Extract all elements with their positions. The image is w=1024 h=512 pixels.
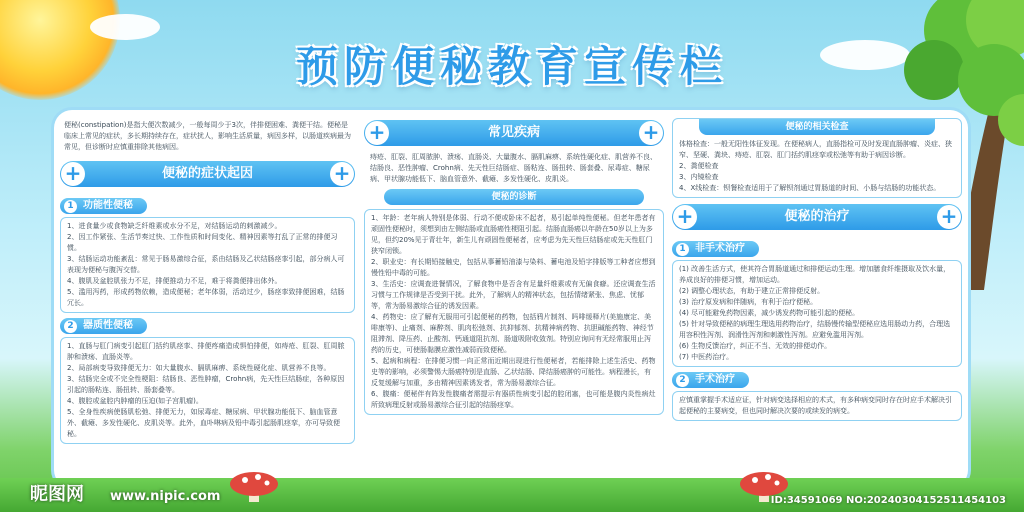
mushroom-decoration — [225, 468, 285, 502]
surgery-text: 应慎重掌握手术适应证，针对病变选择相应的术式，有多种病变同时存在时应手术解决引起便秘的主要病变，但也同时解决次要的或续发的病变。 — [679, 396, 952, 415]
plus-icon: + — [61, 162, 85, 186]
list-item: 4、腹腔或盆腔内肿瘤的压迫(如子宫肌瘤)。 — [67, 397, 203, 405]
content-board — [54, 110, 968, 488]
plus-icon: + — [365, 121, 389, 145]
diseases-text: 痔疮、肛裂、肛周脓肿、溃疡、直肠炎、大量腹水、膈肌麻痹、系统性硬化症、肌营养不良、结肠良、恶性肿瘤、Crohn病、先天性巨结肠症、肠粘连、肠扭转、肠套叠、尿毒症、糖尿病、甲状腺功能低下、脑血管意外、截瘫、多发性硬化、皮肌炎。 — [370, 153, 657, 183]
list-item: 5、全身性疾病使肠肌松弛、排便无力，如尿毒症、糖尿病、甲状腺功能低下、脑血管意外、截瘫、多发性硬化、皮肌炎等。此外，血卟啉病及铅中毒引起肠肌痉挛，亦可导致便秘。 — [67, 408, 340, 438]
list-item: 2、局部病变导致排便无力：如大量腹水、膈肌麻痹、系统性硬化症、肌营养不良等。 — [67, 364, 331, 372]
list-item: 3、生活史：应调查进餐情况，了解食物中是否含有足量纤维素或有无偏食癖。还应调查生活习惯与工作规律是否受到干扰。此外，了解病人的精神状态，包括情绪紧张、焦虑、忧郁等，常为肠易激综合征的诱发因素。 — [371, 280, 656, 310]
list-item: 3、结肠完全或不完全性梗阻：结肠良、恶性肿瘤，Crohn病，先天性巨结肠症，各种原因引起的肠粘连、肠扭转、肠套叠等。 — [67, 375, 345, 394]
list-item: 3、内镜检查 — [679, 173, 719, 181]
list-item: 4、药物史：应了解有无服用可引起便秘的药物，包括鸦片制剂、吗啡缓释片(美施康定、美啡康等)、止痛剂、麻醉剂、肌肉松弛剂、抗抑郁剂、抗精神病药物、抗胆碱能药物、神经节阻滞剂、降压药、止酸剂、钙通道阻抗剂、肠道吸附收敛剂。特别应询问有无经常服用止泻药的历史，可使肠黏膜应激性减弱而致便秘。 — [371, 313, 654, 354]
section-header-diagnosis: 便秘的诊断 — [384, 189, 644, 205]
list-item: 5、滥用泻药，形成药物依赖，造成便秘；老年体弱，活动过少，肠痉挛致排便困难，结肠冗长。 — [67, 288, 345, 307]
list-item: (1) 改善生活方式，使其符合胃肠道通过和排便运动生理。增加膳食纤维摄取及饮水量，养成良好的排便习惯，增加运动。 — [679, 265, 951, 284]
functional-list — [60, 217, 355, 313]
list-item: 1、年龄：老年病人特别是体弱、行动不便或卧床不起者，易引起单纯性便秘。但老年患者有顽固性便秘时，须想到由左侧结肠或直肠癌性梗阻引起。结肠直肠癌以年龄在50岁以上为多见，但约20%见于青壮年，新生儿有顽固性便秘者，应考虑为先天性巨结肠症或先天性肛门狭窄闭锁。 — [371, 214, 656, 255]
subheading-nondrug: 1 非手术治疗 — [672, 241, 759, 257]
column-symptoms — [60, 118, 355, 480]
organic-list — [60, 337, 355, 444]
list-item: 1、进食量少或食物缺乏纤维素或水分不足，对结肠运动的刺激减少。 — [67, 222, 282, 230]
intro-text: 便秘(constipation)是指大便次数减少，一般每周少于3次，伴排便困难、粪便干结。便秘是临床上常见的症状，多长期持续存在，症状扰人，影响生活质量，病因多样，以肠道疾病最为常见，但诊断时应慎重排除其他病因。 — [64, 121, 351, 151]
section-header-symptoms: + 便秘的症状起因 + — [60, 161, 355, 187]
list-item: 2、职业史：有长期铅接触史，包括从事蓄铅油漆与染料、蓄电池及铅字排版等工种者应想到慢性铅中毒的可能。 — [371, 258, 656, 277]
watermark-logo: 昵图网 — [30, 484, 84, 505]
page-title: 预防便秘教育宣传栏 — [295, 42, 728, 91]
plus-icon: + — [673, 205, 697, 229]
list-item: 体格检查：一般无阳性体征发现。在便秘病人，直肠指检可及时发现直肠肿瘤、炎症、狭窄、坚硬、粪块、痔疮、肛裂、肛门括约肌痉挛或松弛等有助于病因诊断。 — [679, 140, 952, 159]
list-item: 4、X线检查：钡餐检查适用于了解钡剂通过胃肠道的时间、小肠与结肠的功能状态。 — [679, 184, 941, 192]
surgery-text-box — [672, 391, 962, 421]
list-item: (6) 生物反馈治疗，纠正不当、无效的排便动作。 — [679, 342, 832, 350]
section-header-exam: 便秘的相关检查 — [699, 119, 935, 135]
column-exam-treatment — [672, 118, 962, 480]
subheading-organic: 2 器质性便秘 — [60, 318, 147, 334]
watermark-url: www.nipic.com — [110, 489, 221, 504]
list-item: (4) 尽可能避免药物因素，减少诱发药物可能引起的便秘。 — [679, 309, 860, 317]
plus-icon: + — [937, 205, 961, 229]
nondrug-list — [672, 260, 962, 367]
exam-box — [672, 118, 962, 198]
subheading-surgery: 2 手术治疗 — [672, 372, 749, 388]
section-header-treatment: + 便秘的治疗 + — [672, 204, 962, 230]
section-header-diseases: + 常见疾病 + — [364, 120, 664, 146]
diagnosis-list — [364, 209, 664, 415]
list-item: 2、因工作紧张、生活节奏过快、工作性质和时间变化、精神因素等打乱了正常的排便习惯。 — [67, 233, 338, 252]
column-diseases — [364, 118, 664, 480]
list-item: 1、直肠与肛门病变引起肛门括约肌痉挛、排便疼痛造成惧怕排便，如痔疮、肛裂、肛周脓肿和溃疡、直肠炎等。 — [67, 342, 345, 361]
plus-icon: + — [330, 162, 354, 186]
list-item: (7) 中医药治疗。 — [679, 353, 734, 361]
list-item: (3) 治疗原发病和伴随病，有利于治疗便秘。 — [679, 298, 818, 306]
watermark-id: ID:34591069 NO:20240304152511454103 — [770, 495, 1006, 506]
subheading-functional: 1 功能性便秘 — [60, 198, 147, 214]
list-item: (2) 调整心理状态，有助于建立正常排便反射。 — [679, 287, 825, 295]
plus-icon: + — [639, 121, 663, 145]
list-item: 2、粪便检查 — [679, 162, 719, 170]
list-item: 4、腹肌及盆腔肌张力不足，排便推动力不足，难于将粪便排出体外。 — [67, 277, 282, 285]
list-item: 5、起病和病程：在排便习惯一向正常而近期出现进行性便秘者，若能排除上述生活史、药物史等的影响，必须警惕大肠癌特别是直肠、乙状结肠、降结肠癌肿的可能性。病程漫长，有反复缓解与加重，多由精神因素诱发者，常为肠易激综合征。 — [371, 357, 656, 387]
list-item: (5) 针对导致便秘的病理生理选用药物治疗，结肠慢传输型便秘应选用肠动力药，合理选用容积性泻剂、润滑性泻剂和刺激性泻剂。应避免滥用泻剂。 — [679, 320, 951, 339]
list-item: 6、腹痛：便秘伴有阵发性腹痛者需提示有器质性病变引起的腔闭塞，也可能是腹内炎性病灶所致病理反射或肠易激综合征引起的结肠痉挛。 — [371, 390, 656, 409]
list-item: 3、结肠运动功能紊乱：常见于肠易激综合征，系由结肠及乙状结肠痉挛引起，部分病人可表现为便秘与腹泻交替。 — [67, 255, 345, 274]
